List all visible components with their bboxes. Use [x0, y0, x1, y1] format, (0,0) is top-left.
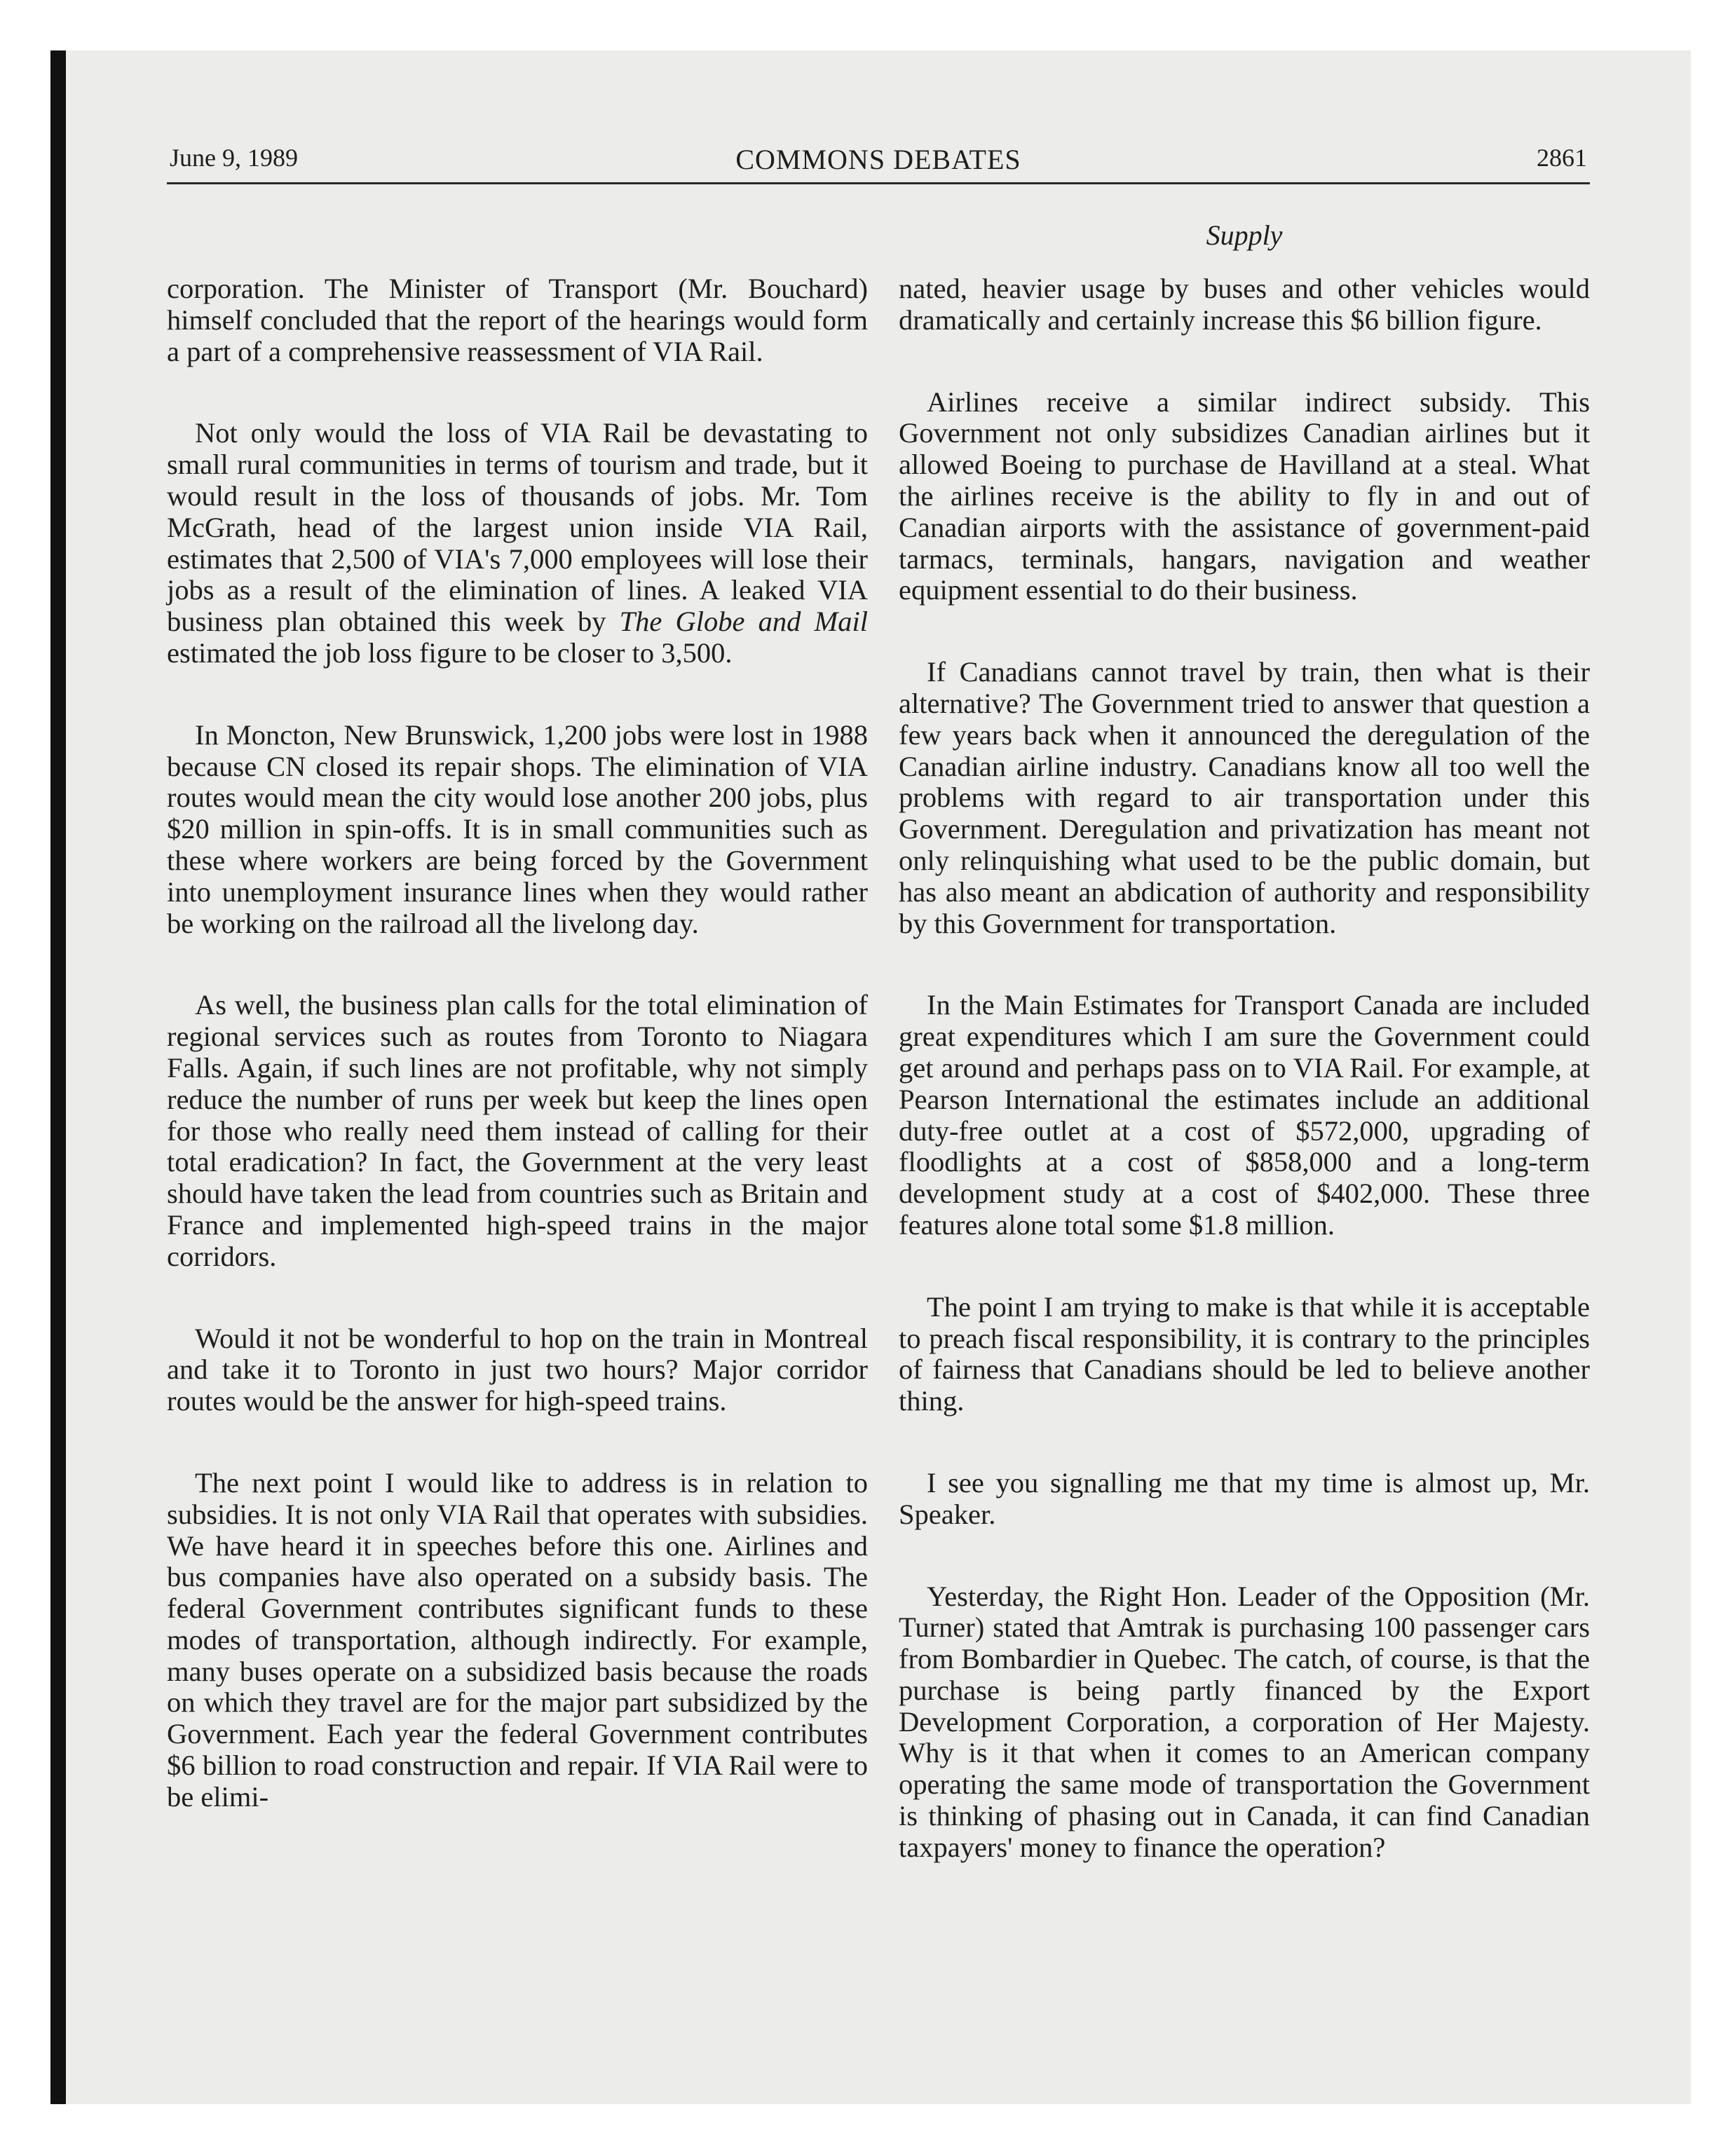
header-page-number: 2861 [1537, 144, 1587, 172]
scan-edge-shadow [50, 50, 66, 2104]
body-paragraph [167, 418, 868, 669]
header-date: June 9, 1989 [170, 144, 298, 172]
paragraph-text: As well, the business plan calls for the total elimination of regional services such as routes from Toronto to Niagara Falls. Again, if such lines are not profitable, why not simply reduce the number of runs per week but keep the lines open for those who really need them instead of calling for their total eradication? In fact, the Government at the very least should have taken the lead from countries such as Britain and France and implemented high-speed trains in the major corridors. [167, 989, 868, 1272]
paragraph-text: Yesterday, the Right Hon. Leader of the Opposition (Mr. Turner) stated that Amtrak is purchasing 100 passenger cars from Bombardier in Quebec. The catch, of course, is that the purchase is being partly financed by the Export Development Corporation, a corporation of Her Majesty. Why is it that when it comes to an American company operating the same mode of transportation the Government is thinking of phasing out in Canada, it can find Canadian taxpayers' money to finance the operation? [899, 1580, 1590, 1863]
body-paragraph [899, 657, 1590, 939]
body-paragraph [899, 1581, 1590, 1864]
paragraph-text: In Moncton, New Brunswick, 1,200 jobs were lost in 1988 because CN closed its repair shops. The elimination of VIA routes would mean the city would lose another 200 jobs, plus $20 million in spin-offs. It is in small communities such as these where workers are being forced by the Government into unemployment insurance lines when they would rather be working on the railroad all the livelong day. [167, 718, 868, 939]
paragraph-text: Would it not be wonderful to hop on the train in Montreal and take it to Toronto in just two hours? Major corridor routes would be the answer for high-speed trains. [167, 1322, 868, 1417]
paragraph-text: corporation. The Minister of Transport (Mr. Bouchard) himself concluded that the report of the hearings would form a part of a comprehensive reassessment of VIA Rail. [167, 273, 868, 367]
paragraph-text: If Canadians cannot travel by train, then what is their alternative? The Government tried to answer that question a few years back when it announced the deregulation of the Canadian airline industry. Canadians know all too well the problems with regard to air transportation under this Government. Deregulation and privatization has meant not only relinquishing what used to be the public domain, but has also meant an abdication of authority and responsibility by this Government for transportation. [899, 656, 1590, 939]
paragraph-text: nated, heavier usage by buses and other vehicles would dramatically and certainly increase this $6 billion figure. [899, 273, 1590, 336]
paragraph-text: The next point I would like to address is in relation to subsidies. It is not only VIA Rail that operates with subsidies. We have heard it in speeches before this one. Airlines and bus companies have also operated on a subsidy basis. The federal Government contributes significant funds to these modes of transportation, although indirectly. For example, many buses operate on a subsidized basis because the roads on which they travel are for the major part subsidized by the Government. Each year the federal Government contributes $6 billion to road construction and repair. If VIA Rail were to be elimi- [167, 1466, 868, 1813]
publication-title: The Globe and Mail [619, 606, 868, 638]
paragraph-text: Not only would the loss of VIA Rail be devastating to small rural communities in terms of tourism and trade, but it would result in the loss of thousands of jobs. Mr. Tom McGrath, head of the largest union inside VIA Rail, estimates that 2,500 of VIA's 7,000 employees will lose their jobs as a result of the elimination of lines. A leaked VIA business plan obtained this week by [167, 417, 868, 638]
paragraph-text: Airlines receive a similar indirect subsidy. This Government not only subsidizes Canadian airlines but it allowed Boeing to purchase de Havilland at a steal. What the airlines receive is the ability to fly in and out of Canadian airports with the assistance of government-paid tarmacs, terminals, hangars, navigation and weather equipment essential to do their business. [899, 386, 1590, 606]
body-paragraph [167, 720, 868, 940]
body-paragraph [167, 990, 868, 1272]
right-column [899, 273, 1590, 1914]
body-paragraph [899, 990, 1590, 1241]
body-paragraph [167, 273, 868, 367]
body-paragraph [167, 1468, 868, 1813]
header-title: COMMONS DEBATES [735, 144, 1021, 175]
paragraph-text: The point I am trying to make is that while it is acceptable to preach fiscal responsibility, it is contrary to the principles of fairness that Canadians should be led to believe another thing. [899, 1290, 1590, 1417]
section-label: Supply [1206, 219, 1283, 251]
body-paragraph [899, 1292, 1590, 1417]
left-column [167, 273, 868, 1864]
body-paragraph [899, 1468, 1590, 1531]
paragraph-text: estimated the job loss figure to be closer to 3,500. [167, 636, 733, 669]
body-paragraph [167, 1323, 868, 1417]
body-paragraph [899, 387, 1590, 607]
paragraph-text: I see you signalling me that my time is almost up, Mr. Speaker. [899, 1466, 1590, 1530]
body-paragraph [899, 273, 1590, 336]
running-header [167, 140, 1590, 184]
paragraph-text: In the Main Estimates for Transport Canada are included great expenditures which I am sure the Government could get around and perhaps pass on to VIA Rail. For example, at Pearson International the estimates include an additional duty-free outlet at a cost of $572,000, upgrading of floodlights at a cost of $858,000 and a long-term development study at a cost of $402,000. These three features alone total some $1.8 million. [899, 989, 1590, 1241]
